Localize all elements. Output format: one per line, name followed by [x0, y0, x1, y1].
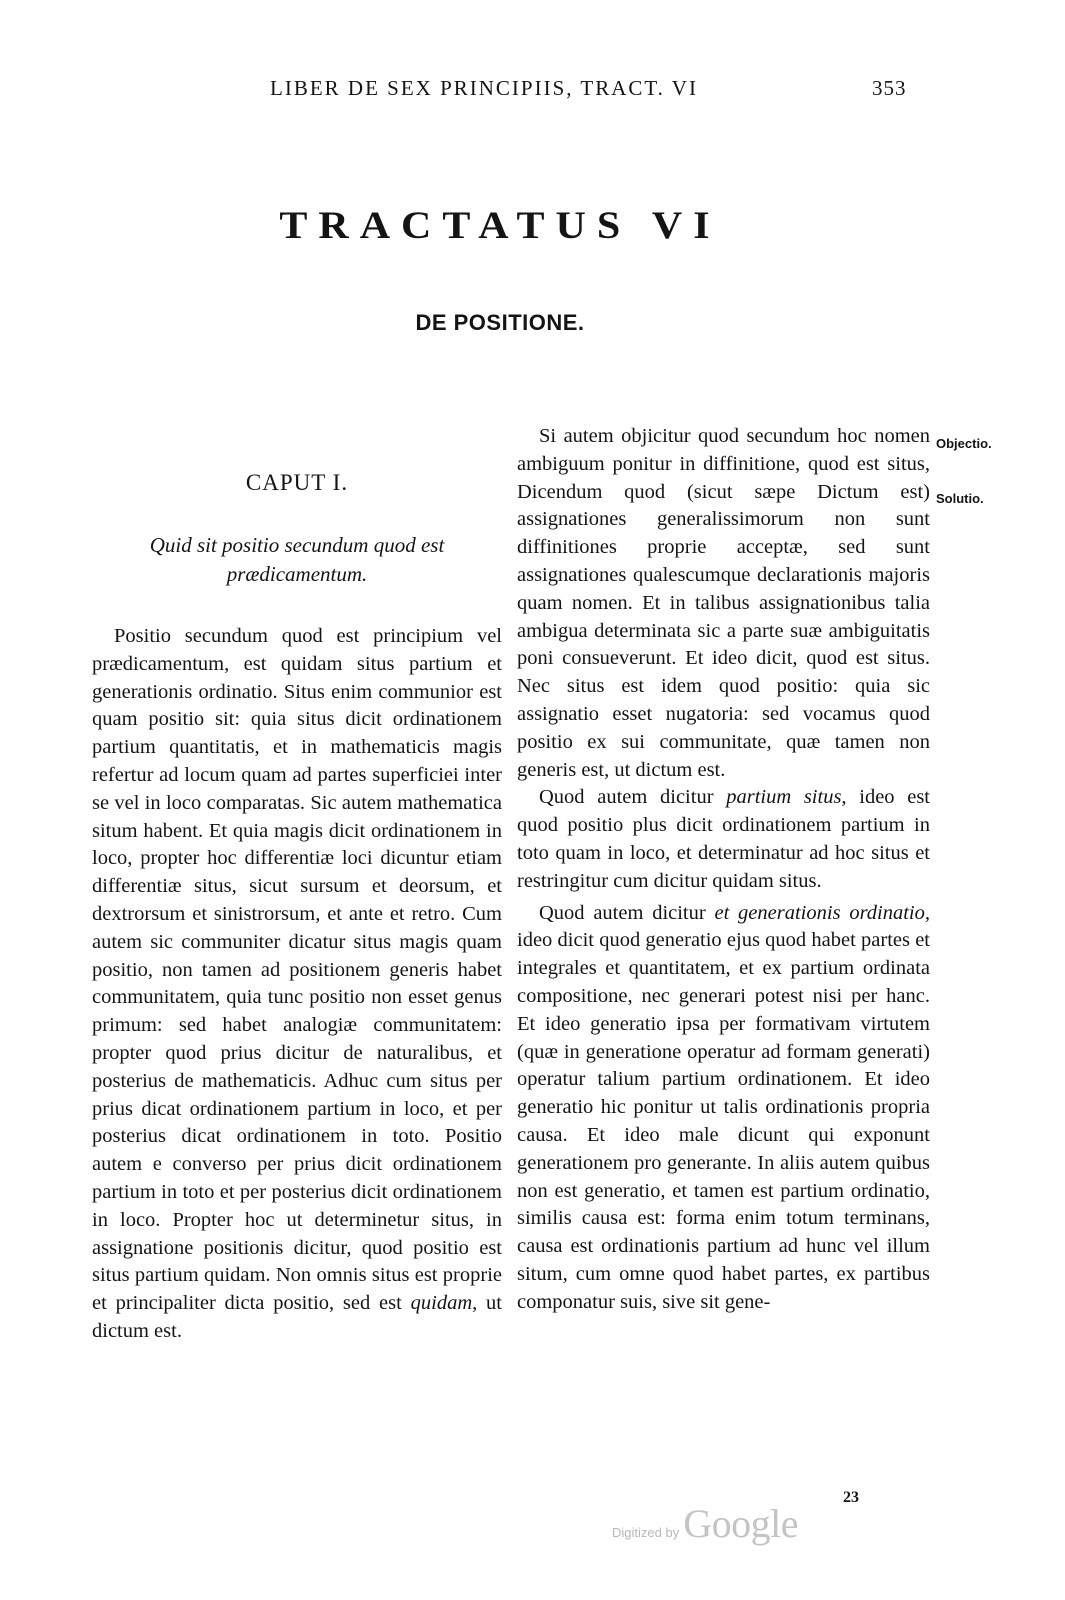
caput-title: CAPUT I.	[245, 470, 349, 495]
right-paragraph-2-italic: partium situs,	[726, 786, 847, 809]
tractatus-subtitle: DE POSITIONE.	[415, 310, 585, 335]
right-paragraph-3-start: Quod autem dicitur	[539, 901, 715, 924]
margin-note-objectio: Objectio.	[936, 436, 992, 451]
left-paragraph-1	[92, 623, 502, 1346]
running-head-title: LIBER DE SEX PRINCIPIIS, TRACT. VI	[270, 76, 698, 100]
left-paragraph-1-text: Positio secundum quod est principium vel prædicamentum, est quidam situs partium et generationis ordinatio. Situs enim communior est quam positio sit: quia situs dicit ordinationem partium quantitatis, et in mathematicis magis refertur ad locum quam ad partes superficiei inter se vel in loco comparatas. Sic autem mathematica situm habent. Et quia magis dicit ordinationem in loco, propter hoc differentiæ loci dicuntur etiam differentiæ situs, sicut sursum et deorsum, et dextrorsum et sinistrorsum, et ante et retro. Cum autem sic communiter dicatur situs magis quam positio, non tamen ad positionem generis habet communitatem, quia tunc positio non esset genus primum: sed habet analogiæ communitatem: propter quod prius dicitur de naturalibus, et posterius de mathematicis. Adhuc cum situs per prius dicat ordinationem partium in loco, et per posterius dicat ordinationem in toto. Positio autem e converso per prius dicit ordinationem partium in toto et per posterius dicit ordinationem in loco. Propter hoc ut determinetur situs, in assignatione positionis dicitur, quod positio est situs partium quidam. Non omnis situs est proprie et principaliter dicta positio, sed est	[92, 625, 502, 1315]
right-paragraph-2-end: ideo est quod positio plus dicit ordinationem partium in toto quam in loco, et determinatur ad hoc situs et restringitur cum dicitur quidam situs.	[517, 786, 930, 892]
caput-subtitle: Quid sit positio secundum quod est prædicamentum.	[149, 533, 445, 586]
right-paragraph-2-start: Quod autem dicitur	[539, 786, 727, 809]
left-column-text	[92, 623, 502, 1346]
right-paragraph-3-end: ideo dicit quod generatio ejus quod habet partes et integrales et quantitatem, et ex partium ordinata compositione, nec generari potest nisi per hanc. Et ideo generatio ipsa per formativam virtutem (quæ in generatione operatur ad formam generati) operatur talium partium ordinationem. Et ideo generatio hic ponitur ut talis ordinationis propria causa. Et ideo male dicunt qui exponunt generationem pro generante. In aliis autem quibus non est generatio, et tamen est partium ordinatio, similis causa est: forma enim totum terminans, causa est ordinationis partium ad hunc vel illum situm, cum omne quod habet partes, ex partibus componatur suis, sive sit gene-	[517, 929, 930, 1313]
right-paragraph-2	[517, 784, 930, 895]
tractatus-title: TRACTATUS VI	[279, 204, 721, 248]
digitized-by-text: Digitized by	[612, 1525, 680, 1540]
right-paragraph-3-italic: et generationis ordinatio,	[714, 901, 930, 924]
signature-mark: 23	[843, 1489, 859, 1506]
right-column-text	[517, 423, 930, 1317]
left-paragraph-1-end: ut dictum est.	[92, 1292, 502, 1342]
left-paragraph-1-italic: quidam,	[410, 1292, 478, 1315]
right-paragraph-3	[517, 900, 930, 1317]
digitized-watermark	[612, 1500, 798, 1546]
running-head	[0, 76, 1065, 106]
google-logo: Google	[683, 1501, 798, 1546]
margin-note-solutio: Solutio.	[936, 491, 984, 506]
right-paragraph-1: Si autem objicitur quod secundum hoc nomen ambiguum ponitur in diffinitione, quod est situs, Dicendum quod (sicut sæpe Dictum est) assignationes generalissimorum non sunt diffinitiones proprie acceptæ, sed sunt assignationes qualescumque declarationis majoris quam nomen. Et in talibus assignationibus talia ambigua determinata sic a parte suæ ambiguitatis poni consueverunt. Et ideo dicit, quod est situs. Nec situs est idem quod positio: quia sic assignatio esset nugatoria: sed vocamus quod positio ex sui communitate, quæ tamen non generis est, ut dictum est.	[517, 425, 930, 781]
page-number: 353	[872, 76, 907, 100]
